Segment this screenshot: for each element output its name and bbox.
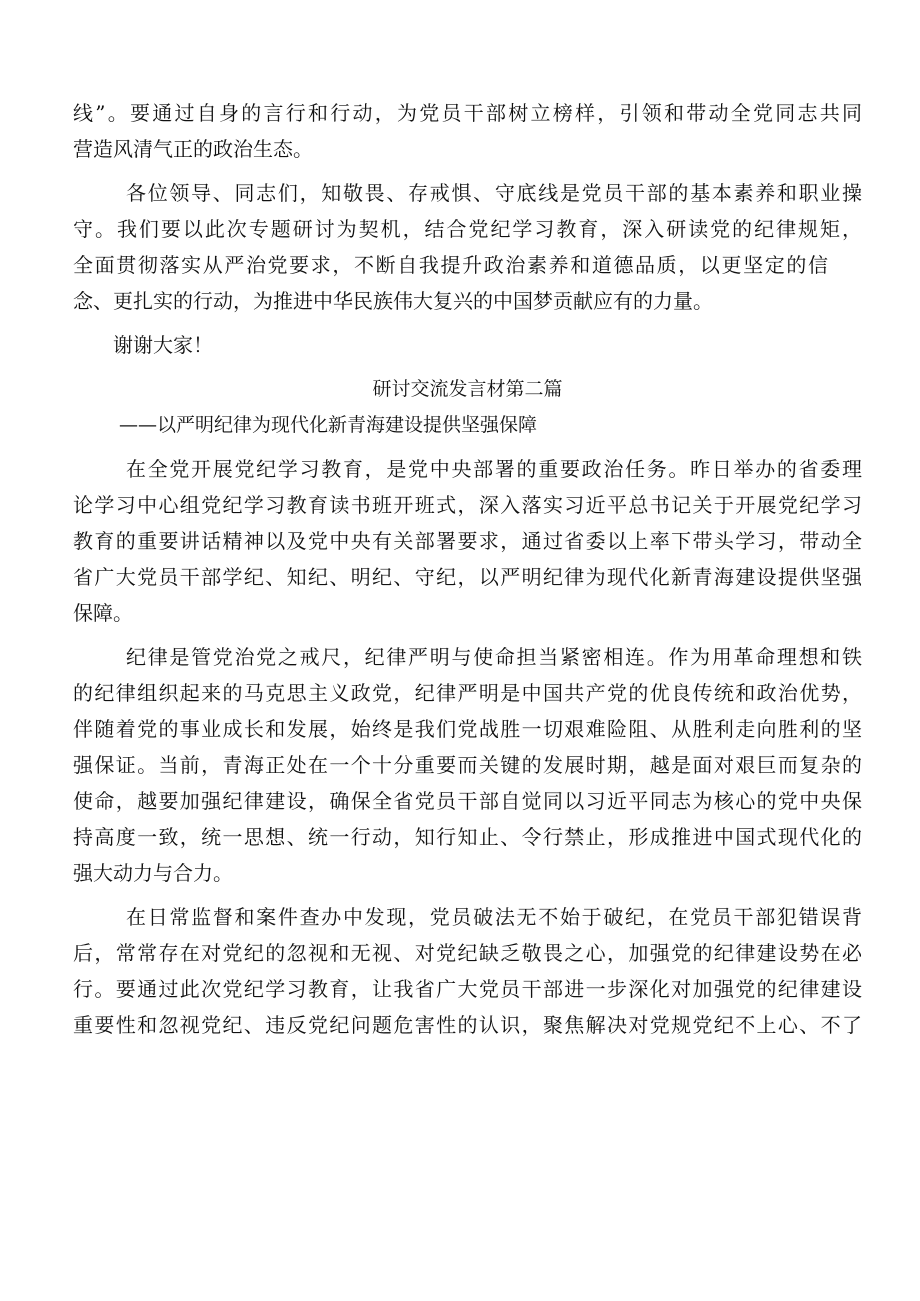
paragraph-thanks <box>73 327 862 363</box>
text-line: 教育的重要讲话精神以及党中央有关部署要求，通过省委以上率下带头学习，带动全 <box>73 529 862 553</box>
text-line: 论学习中心组党纪学习教育读书班开班式，深入落实习近平总书记关于开展党纪学习 <box>73 493 862 517</box>
text-line: 强保证。当前，青海正处在一个十分重要而关键的发展时期，越是面对艰巨而复杂的 <box>73 753 862 777</box>
text-line: 守。我们要以此次专题研讨为契机，结合党纪学习教育，深入研读党的纪律规矩， <box>73 217 862 241</box>
text-line: 省广大党员干部学纪、知纪、明纪、守纪，以严明纪律为现代化新青海建设提供坚强 <box>73 565 862 589</box>
text-line: 在日常监督和案件查办中发现，党员破法无不始于破纪，在党员干部犯错误背 <box>126 905 862 929</box>
text-line: 线”。要通过自身的言行和行动，为党员干部树立榜样，引领和带动全党同志共同 <box>73 101 862 125</box>
text-line: 行。要通过此次党纪学习教育，让我省广大党员干部进一步深化对加强党的纪律建设 <box>73 977 862 1001</box>
text-line: 全面贯彻落实从严治党要求，不断自我提升政治素养和道德品质，以更坚定的信 <box>73 253 828 277</box>
paragraph-body-2 <box>73 639 862 891</box>
text-line: 强大动力与合力。 <box>73 861 233 885</box>
text-line: 伴随着党的事业成长和发展，始终是我们党战胜一切艰难险阻、从胜利走向胜利的坚 <box>73 717 862 741</box>
text-line: 在全党开展党纪学习教育，是党中央部署的重要政治任务。昨日举办的省委理 <box>126 457 862 481</box>
text-line: 谢谢大家！ <box>113 333 213 357</box>
text-line: 营造风清气正的政治生态。 <box>73 137 313 161</box>
text-line: 纪律是管党治党之戒尺，纪律严明与使命担当紧密相连。作为用革命理想和铁 <box>126 645 862 669</box>
paragraph-continuation <box>73 95 862 167</box>
text-line: 使命，越要加强纪律建设，确保全省党员干部自觉同以习近平同志为核心的党中央保 <box>73 789 862 813</box>
text-line: 重要性和忽视党纪、违反党纪问题危害性的认识，聚焦解决对党规党纪不上心、不了 <box>73 1013 862 1037</box>
section-heading: 研讨交流发言材第二篇 <box>372 378 563 400</box>
paragraph-body-3 <box>73 899 862 1043</box>
text-line: 念、更扎实的行动，为推进中华民族伟大复兴的中国梦贡献应有的力量。 <box>73 289 713 313</box>
text-line: 后，常常存在对党纪的忽视和无视、对党纪缺乏敬畏之心，加强党的纪律建设势在必 <box>73 941 862 965</box>
text-line: 各位领导、同志们，知敬畏、存戒惧、守底线是党员干部的基本素养和职业操 <box>126 181 862 205</box>
text-line: 的纪律组织起来的马克思主义政党，纪律严明是中国共产党的优良传统和政治优势， <box>73 681 862 705</box>
text-line: 保障。 <box>73 601 133 625</box>
paragraph-closing <box>73 175 862 319</box>
paragraph-body-1 <box>73 451 862 631</box>
section-subheading: ——以严明纪律为现代化新青海建设提供坚强保障 <box>119 414 538 436</box>
text-line: 持高度一致，统一思想、统一行动，知行知止、令行禁止，形成推进中国式现代化的 <box>73 825 862 849</box>
